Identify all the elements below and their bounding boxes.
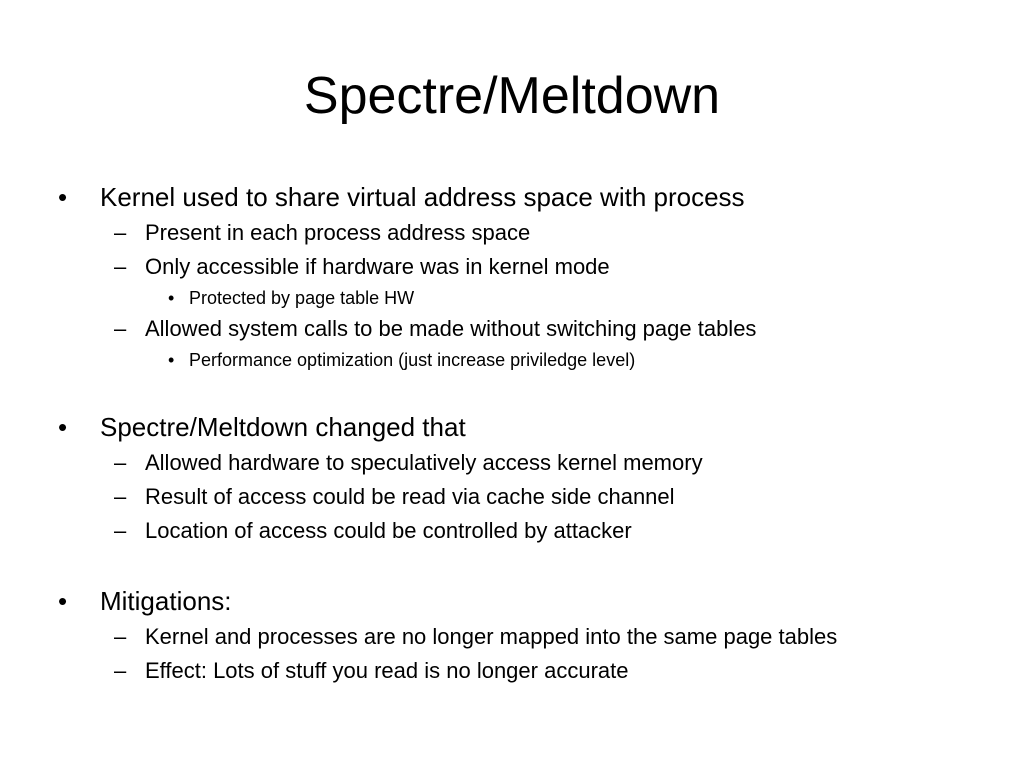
bullet-level3 xyxy=(58,284,988,312)
bullet-dash-icon: – xyxy=(114,658,127,683)
bullet-level2 xyxy=(58,514,988,548)
bullet-level2 xyxy=(58,250,988,284)
bullet-dash-icon: – xyxy=(114,624,127,649)
bullet-text: Effect: Lots of stuff you read is no longer accurate xyxy=(145,658,629,683)
bullet-level2 xyxy=(58,216,988,250)
bullet-text: Present in each process address space xyxy=(145,220,531,245)
bullet-text: Protected by page table HW xyxy=(189,288,415,308)
bullet-dash-icon: – xyxy=(114,316,127,341)
bullet-text: Mitigations: xyxy=(100,586,232,616)
bullet-text: Allowed hardware to speculatively access kernel memory xyxy=(145,450,703,475)
bullet-dash-icon: – xyxy=(114,484,127,509)
bullet-level2 xyxy=(58,654,988,688)
bullet-level1 xyxy=(58,178,988,216)
bullet-dot-icon: • xyxy=(58,586,68,616)
bullet-dash-icon: – xyxy=(114,450,127,475)
bullet-dot-icon: • xyxy=(58,182,68,212)
bullet-text: Result of access could be read via cache side channel xyxy=(145,484,675,509)
bullet-dot-icon: • xyxy=(168,288,175,308)
bullet-dot-icon: • xyxy=(58,412,68,442)
bullet-dash-icon: – xyxy=(114,518,127,543)
bullet-text: Spectre/Meltdown changed that xyxy=(100,412,466,442)
bullet-text: Only accessible if hardware was in kernel mode xyxy=(145,254,610,279)
slide-content xyxy=(58,178,988,688)
bullet-dash-icon: – xyxy=(114,220,127,245)
bullet-text: Performance optimization (just increase priviledge level) xyxy=(189,350,636,370)
bullet-text: Kernel and processes are no longer mapped into the same page tables xyxy=(145,624,838,649)
bullet-level2 xyxy=(58,312,988,346)
bullet-dash-icon: – xyxy=(114,254,127,279)
bullet-level1 xyxy=(58,582,988,620)
bullet-level2 xyxy=(58,480,988,514)
bullet-text: Allowed system calls to be made without switching page tables xyxy=(145,316,757,341)
bullet-text: Location of access could be controlled by attacker xyxy=(145,518,632,543)
bullet-level3 xyxy=(58,346,988,374)
bullet-text: Kernel used to share virtual address space with process xyxy=(100,182,745,212)
bullet-dot-icon: • xyxy=(168,350,175,370)
bullet-level1 xyxy=(58,408,988,446)
bullet-level2 xyxy=(58,446,988,480)
bullet-level2 xyxy=(58,620,988,654)
slide-title: Spectre/Meltdown xyxy=(303,67,721,125)
